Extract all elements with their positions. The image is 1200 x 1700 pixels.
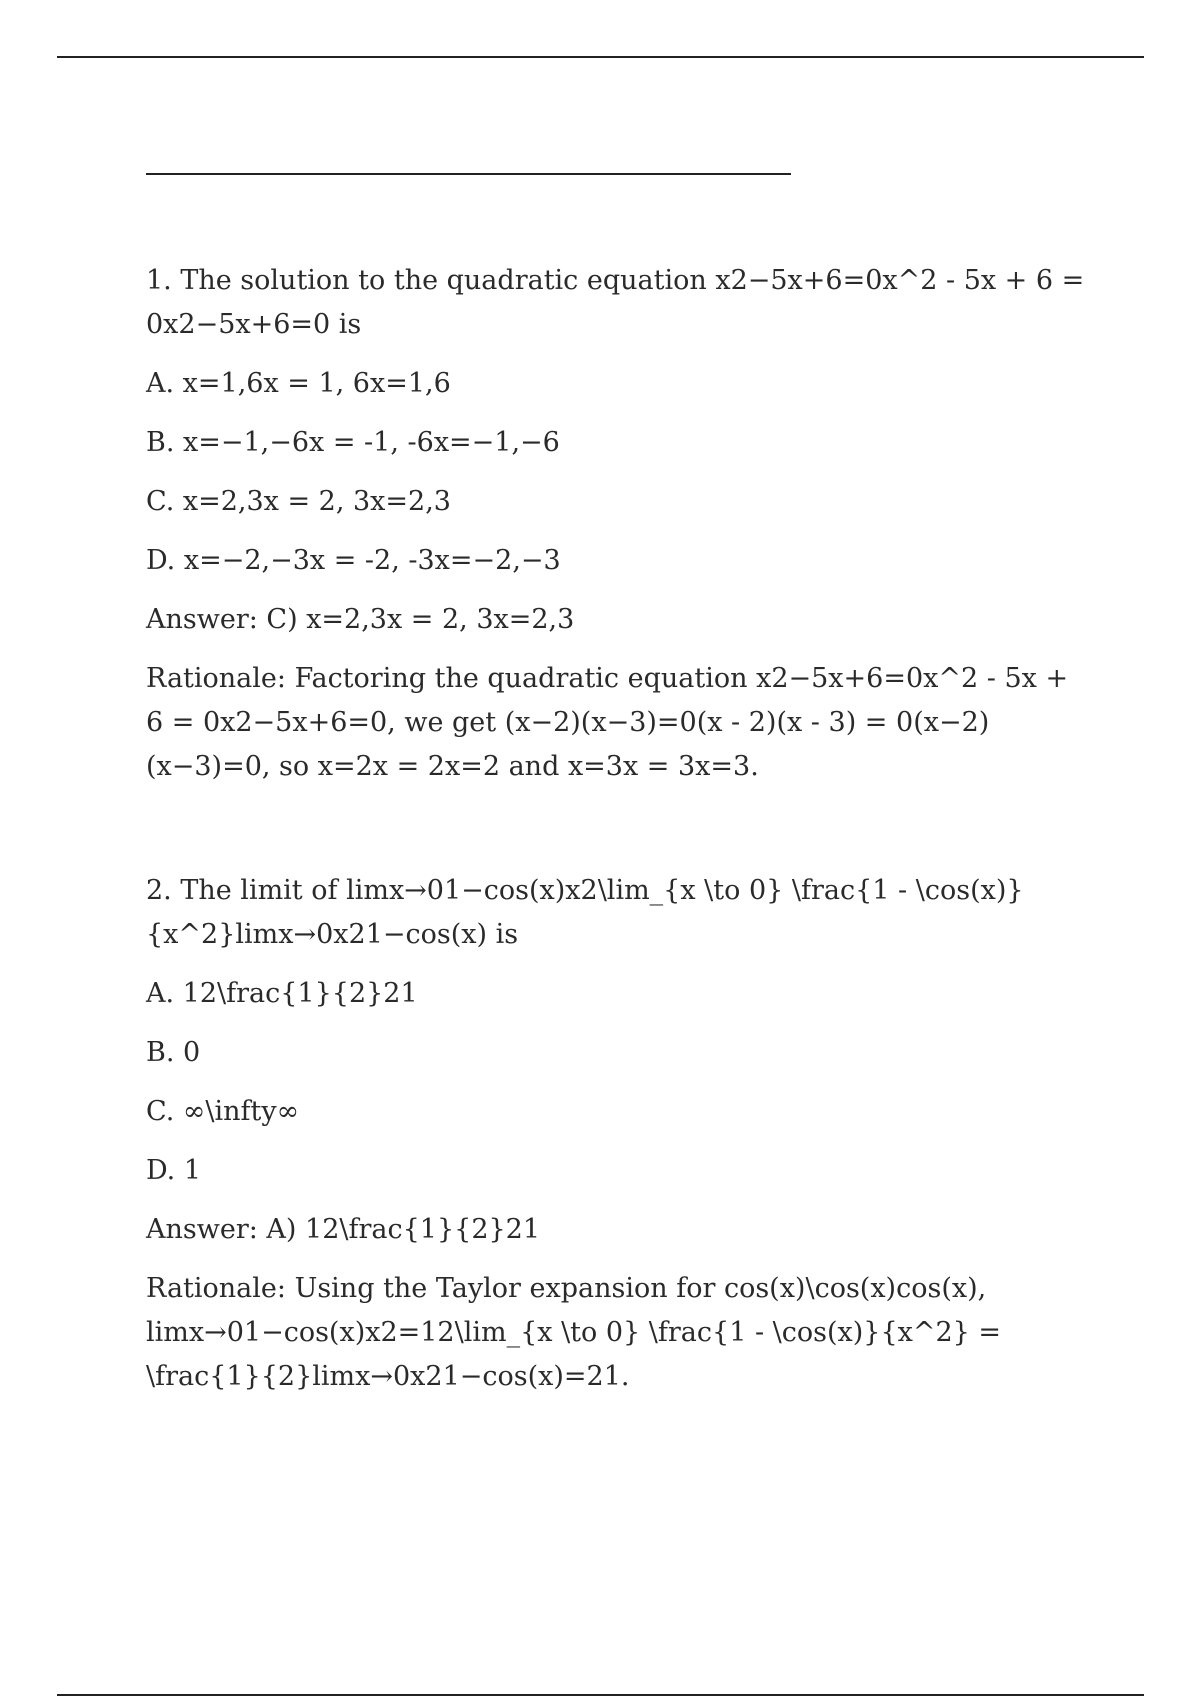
question-2-rationale: Rationale: Using the Taylor expansion for cos⁡(x)\cos(x)cos(x), lim⁡x→01−cos⁡(x)x2=12\lim_{x \to 0} \frac{1 - \cos(x)}{x^2} = \frac{1}{2}limx→0x21−cos(x)=21. bbox=[146, 1273, 1002, 1392]
question-1-stem: 1. The solution to the quadratic equation x2−5x+6=0x^2 - 5x + 6 = 0x2−5x+6=0 is bbox=[146, 265, 1085, 340]
question-1-answer: Answer: C) x=2,3x = 2, 3x=2,3 bbox=[146, 604, 575, 635]
question-2 bbox=[146, 869, 1086, 1414]
question-1-option-c: C. x=2,3x = 2, 3x=2,3 bbox=[146, 486, 451, 517]
question-2-option-c: C. ∞\infty∞ bbox=[146, 1096, 300, 1127]
question-1-option-a: A. x=1,6x = 1, 6x=1,6 bbox=[146, 368, 451, 399]
question-1 bbox=[146, 259, 1086, 804]
question-2-answer: Answer: A) 12\frac{1}{2}21 bbox=[146, 1214, 541, 1245]
question-2-option-d: D. 1 bbox=[146, 1155, 202, 1186]
question-1-option-d: D. x=−2,−3x = -2, -3x=−2,−3 bbox=[146, 545, 561, 576]
question-2-option-b: B. 0 bbox=[146, 1037, 201, 1068]
question-1-rationale: Rationale: Factoring the quadratic equation x2−5x+6=0x^2 - 5x + 6 = 0x2−5x+6=0, we get (x−2)(x−3)=0(x - 2)(x - 3) = 0(x−2)(x−3)=0, so x=2x = 2x=2 and x=3x = 3x=3. bbox=[146, 663, 1069, 782]
question-2-stem: 2. The limit of lim⁡x→01−cos⁡(x)x2\lim_{x \to 0} \frac{1 - \cos(x)}{x^2}limx→0x21−cos(x) is bbox=[146, 875, 1024, 950]
question-1-option-b: B. x=−1,−6x = -1, -6x=−1,−6 bbox=[146, 427, 560, 458]
bottom-rule bbox=[57, 1694, 1144, 1696]
header-rule bbox=[146, 173, 791, 175]
top-rule bbox=[57, 56, 1144, 58]
question-2-option-a: A. 12\frac{1}{2}21 bbox=[146, 978, 418, 1009]
